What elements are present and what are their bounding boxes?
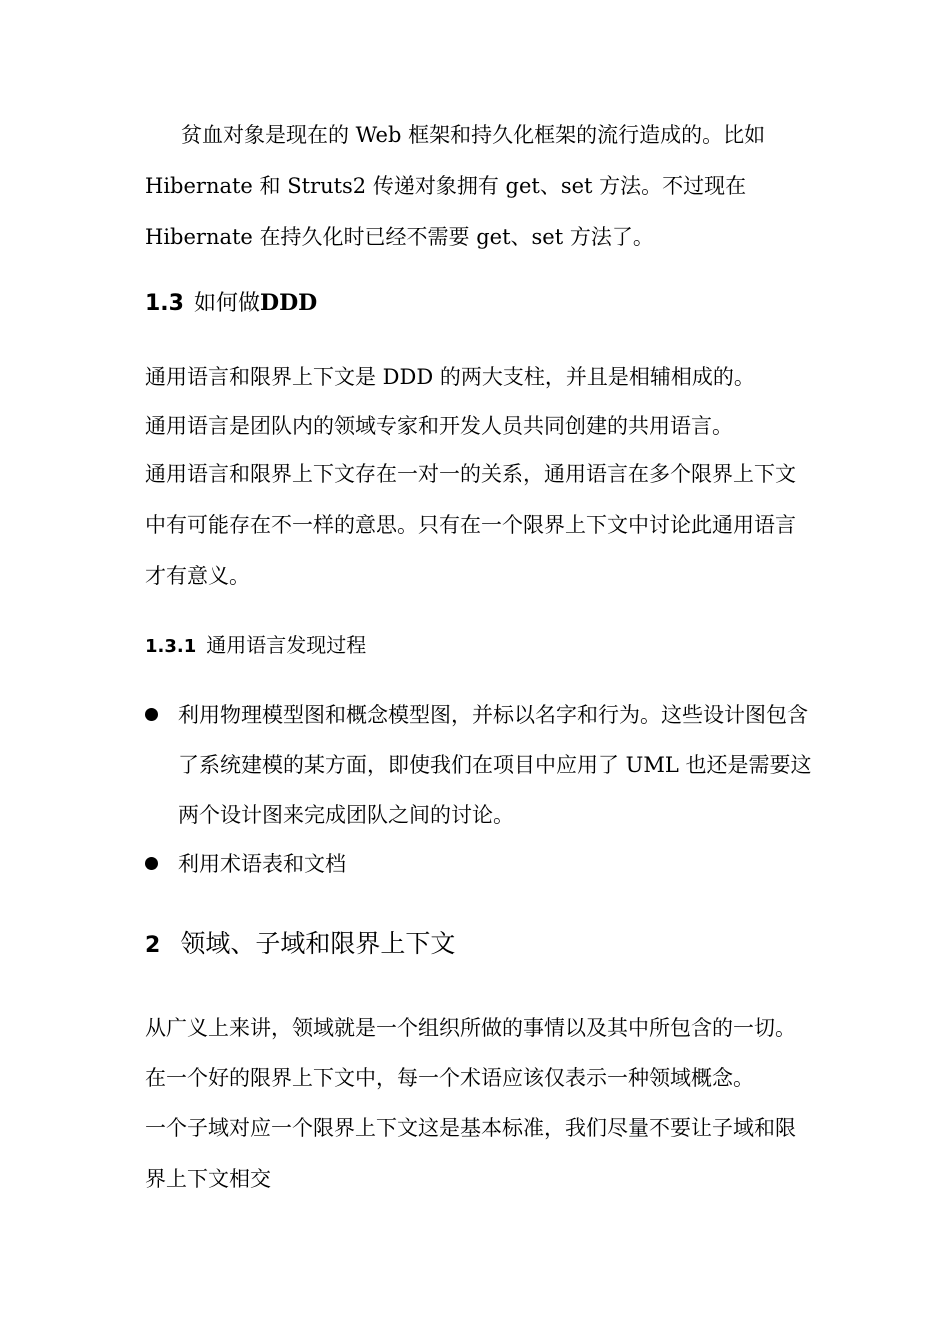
section-title-emphasis: DDD: [260, 290, 318, 316]
bullet-dot-icon: [145, 857, 158, 870]
body-paragraph-6: 一个子域对应一个限界上下文这是基本标准，我们尽量不要让子域和限界上下文相交: [145, 1116, 796, 1191]
body-line-1: 通用语言和限界上下文是 DDD 的两大支柱，并且是相辅相成的。: [145, 365, 755, 389]
bullet-item-1: [145, 690, 815, 840]
bullet-item-2: [145, 839, 815, 889]
bullet-text: 利用物理模型图和概念模型图，并标以名字和行为。这些设计图包含了系统建模的某方面，即使我们在项目中应用了 UML 也还是需要这两个设计图来完成团队之间的讨论。: [178, 703, 812, 827]
section-number: 2: [145, 933, 161, 958]
body-line-4: 从广义上来讲，领域就是一个组织所做的事情以及其中所包含的一切。: [145, 1016, 796, 1040]
section-heading-1-3: [145, 286, 815, 321]
subsection-number: 1.3.1: [145, 636, 197, 657]
intro-paragraph: 贫血对象是现在的 Web 框架和持久化框架的流行造成的。比如 Hibernate 和 Struts2 传递对象拥有 get、set 方法。不过现在 Hibernate 在持久化时已经不需要 get、set 方法了。: [145, 123, 766, 249]
section-title: 如何做: [193, 291, 260, 316]
subsection-heading-1-3-1: [145, 630, 815, 662]
bullet-dot-icon: [145, 708, 158, 721]
section-heading-2: [145, 926, 815, 964]
body-line-5: 在一个好的限界上下文中，每一个术语应该仅表示一种领域概念。: [145, 1066, 754, 1090]
body-line-2: 通用语言是团队内的领域专家和开发人员共同创建的共用语言。: [145, 414, 733, 438]
body-paragraph-3: 通用语言和限界上下文存在一对一的关系，通用语言在多个限界上下文中有可能存在不一样的意思。只有在一个限界上下文中讨论此通用语言才有意义。: [145, 462, 796, 588]
bullet-text: 利用术语表和文档: [178, 852, 346, 876]
section-number: 1.3: [145, 291, 184, 316]
section-title: 领域、子域和限界上下文: [180, 929, 456, 958]
subsection-title: 通用语言发现过程: [206, 633, 367, 657]
